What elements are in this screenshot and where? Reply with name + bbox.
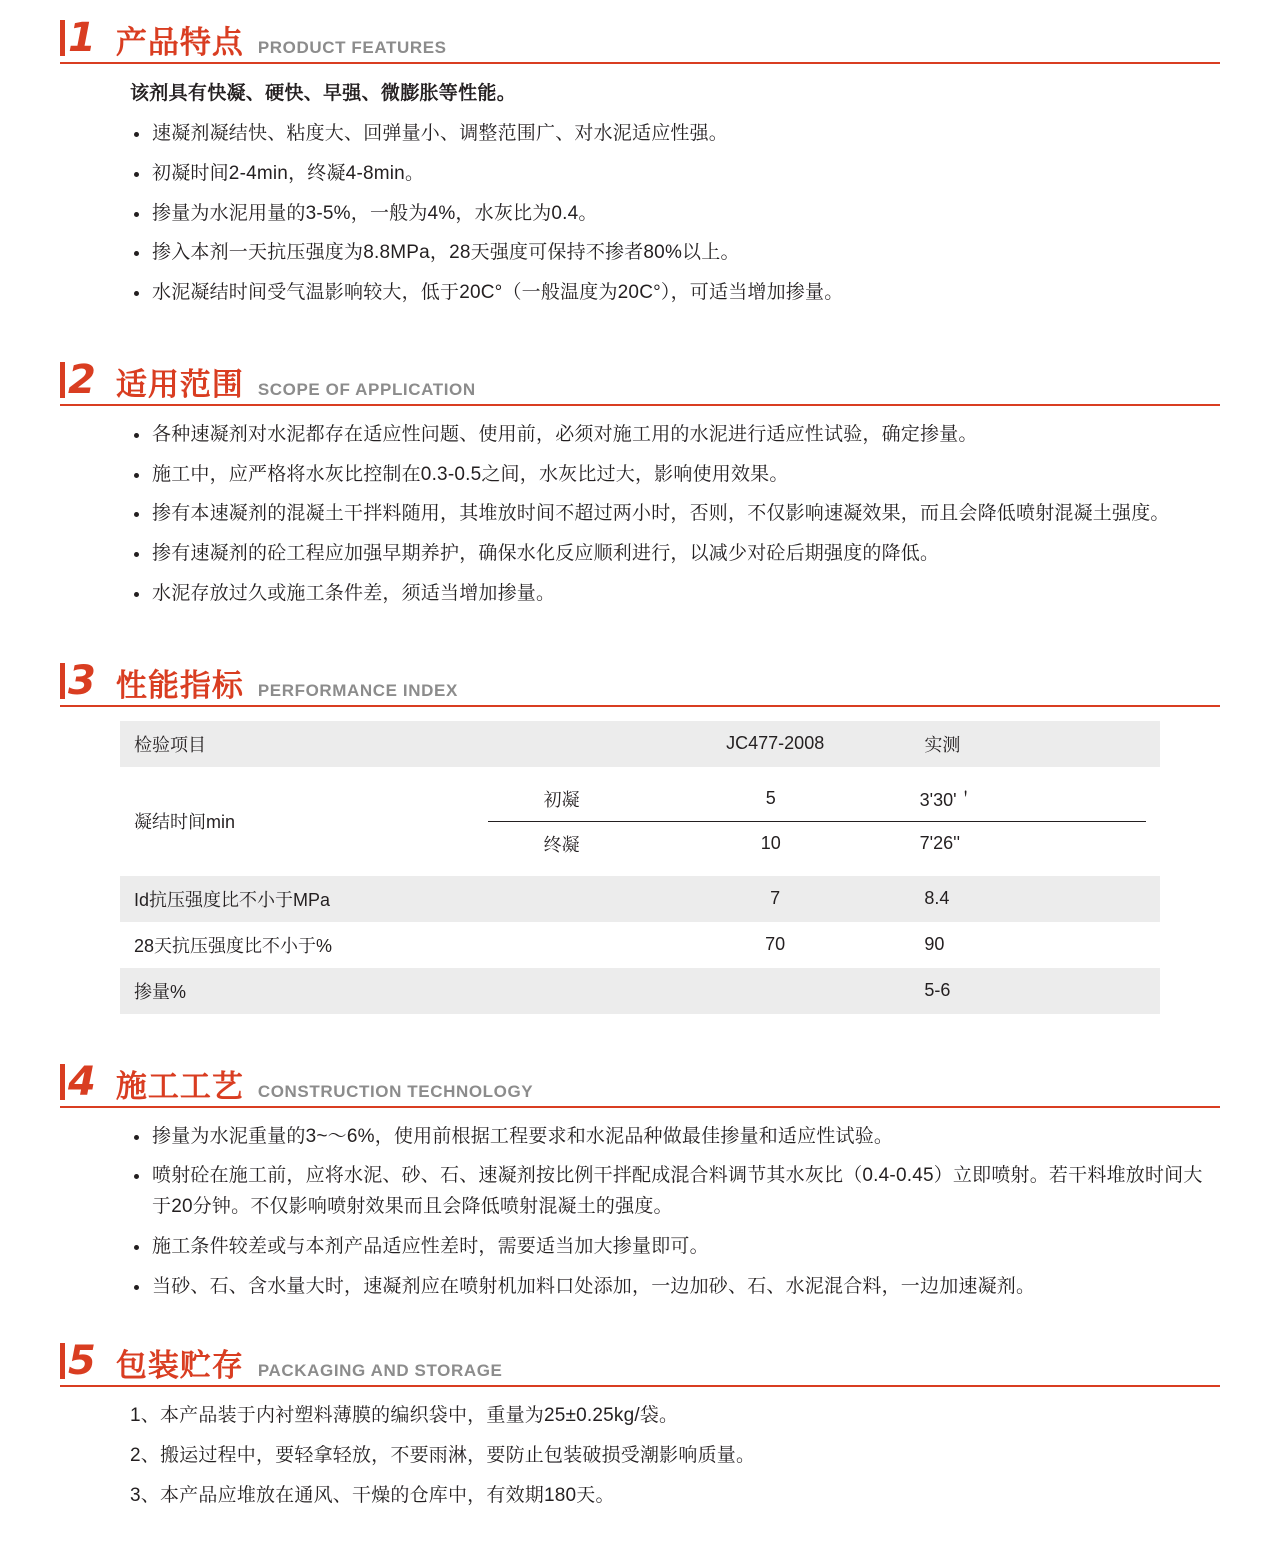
cell-measured: 90 [910,922,1160,968]
cell-standard: 5 [636,777,906,822]
cell-standard [640,968,910,1014]
section-title-en: PERFORMANCE INDEX [257,680,458,700]
table-row [120,922,1160,968]
list-item: 掺有本速凝剂的混凝土干拌料随用，其堆放时间不超过两小时，否则，不仅影响速凝效果，而且会降低喷射混凝土强度。 [130,499,1212,530]
section-body [60,420,1220,610]
section-title-en: PRODUCT FEATURES [257,38,447,57]
section-number: 3 [60,661,100,701]
cell-item: 28天抗压强度比不小于% [120,922,474,968]
feature-list [130,119,1212,309]
spacer [60,619,1220,661]
cell-split-group [474,767,1160,876]
list-item: 掺量为水泥用量的3-5%，一般为4%，水灰比为0.4。 [130,199,1212,230]
cell-item: 掺量% [120,968,474,1014]
list-item: 初凝时间2-4min，终凝4-8min。 [130,159,1212,190]
spacer [60,1020,1220,1062]
table-body [120,767,1160,1014]
list-item: 施工条件较差或与本剂产品适应性差时，需要适当加大掺量即可。 [130,1232,1212,1263]
cell-item: 凝结时间min [120,767,474,876]
cell-measured: 5-6 [910,968,1160,1014]
cell-standard: 70 [640,922,910,968]
section-scope-of-application [60,356,1220,610]
section-construction-technology [60,1058,1220,1303]
list-item: 掺入本剂一天抗压强度为8.8MPa，28天强度可保持不掺者80%以上。 [130,238,1212,269]
section-header [60,15,1220,64]
section-product-features [60,15,1220,309]
section-title-en: CONSTRUCTION TECHNOLOGY [257,1081,534,1101]
table-head [120,721,1160,767]
list-item: 2、搬运过程中，要轻拿轻放，不要雨淋，要防止包装破损受潮影响质量。 [130,1445,756,1467]
section-title-cn: 产品特点 [115,25,244,60]
cell-standard: 10 [636,821,906,866]
table-header-row [120,721,1160,767]
list-item: 水泥凝结时间受气温影响较大，低于20C°（一般温度为20C°），可适当增加掺量。 [130,278,1212,309]
list-item: 掺有速凝剂的砼工程应加强早期养护，确保水化反应顺利进行，以减少对砼后期强度的降低。 [130,539,1212,570]
storage-list [130,1401,1212,1511]
cell-sub: 初凝 [488,777,636,822]
section-packaging-and-storage [60,1338,1220,1511]
section-number: 1 [60,18,100,58]
column-header-item: 检验项目 [120,721,474,767]
section-number: 2 [60,360,100,400]
section-title-cn: 性能指标 [115,667,244,703]
cell-standard: 7 [640,876,910,922]
section-title-cn: 包装贮存 [115,1348,244,1384]
cell-sub [474,922,640,968]
section-header [60,1338,1220,1387]
construction-list [130,1122,1212,1303]
section-title-en: SCOPE OF APPLICATION [257,379,476,399]
section-header [60,356,1220,406]
cell-sub [474,876,640,922]
column-header-sub [474,721,640,767]
section-title-cn: 施工工艺 [115,1068,244,1104]
table-row [120,968,1160,1014]
section-body [60,78,1220,309]
table-row [488,777,1146,822]
table-row [120,876,1160,922]
list-item: 速凝剂凝结快、粘度大、回弹量小、调整范围广、对水泥适应性强。 [130,119,1212,150]
spacer [60,1311,1220,1341]
table-row [120,767,1160,876]
section-number: 4 [60,1062,100,1102]
section-performance-index [60,657,1220,1014]
list-item: 1、本产品装于内衬塑料薄膜的编织袋中，重量为25±0.25kg/袋。 [130,1405,679,1427]
section-title-cn: 适用范围 [115,366,244,402]
scope-list [130,420,1212,610]
list-item: 水泥存放过久或施工条件差，须适当增加掺量。 [130,579,1212,610]
cell-sub: 终凝 [488,821,636,866]
list-item: 各种速凝剂对水泥都存在适应性问题、使用前，必须对施工用的水泥进行适应性试验，确定掺量。 [130,420,1212,451]
section-body [60,1401,1220,1511]
cell-measured: 7'26'' [906,821,1146,866]
list-item: 喷射砼在施工前，应将水泥、砂、石、速凝剂按比例干拌配成混合料调节其水灰比（0.4-0.45）立即喷射。若干料堆放时间大于20分钟。不仅影响喷射效果而且会降低喷射混凝土的强度。 [130,1161,1212,1223]
cell-sub [474,968,640,1014]
section-number: 5 [60,1341,100,1381]
performance-table-wrap [60,721,1220,1014]
lead-paragraph: 该剂具有快凝、硬快、早强、微膨胀等性能。 [130,83,517,104]
section-body [60,1122,1220,1303]
cell-measured: 3'30'＇ [906,777,1146,822]
section-title-en: PACKAGING AND STORAGE [257,1361,503,1381]
cell-item: Id抗压强度比不小于MPa [120,876,474,922]
section-header [60,1058,1220,1108]
list-item: 当砂、石、含水量大时，速凝剂应在喷射机加料口处添加，一边加砂、石、水泥混合料，一边加速凝剂。 [130,1272,1212,1303]
spacer [60,318,1220,360]
performance-index-table [120,721,1160,1014]
list-item: 3、本产品应堆放在通风、干燥的仓库中，有效期180天。 [130,1485,615,1507]
cell-measured: 8.4 [910,876,1160,922]
column-header-standard: JC477-2008 [640,721,910,767]
setting-time-subtable [488,777,1146,866]
column-header-measured: 实测 [910,721,1160,767]
list-item: 施工中，应严格将水灰比控制在0.3-0.5之间，水灰比过大，影响使用效果。 [130,460,1212,491]
table-row [488,821,1146,866]
list-item: 掺量为水泥重量的3~～6%，使用前根据工程要求和水泥品种做最佳掺量和适应性试验。 [130,1122,1212,1153]
section-header [60,657,1220,707]
